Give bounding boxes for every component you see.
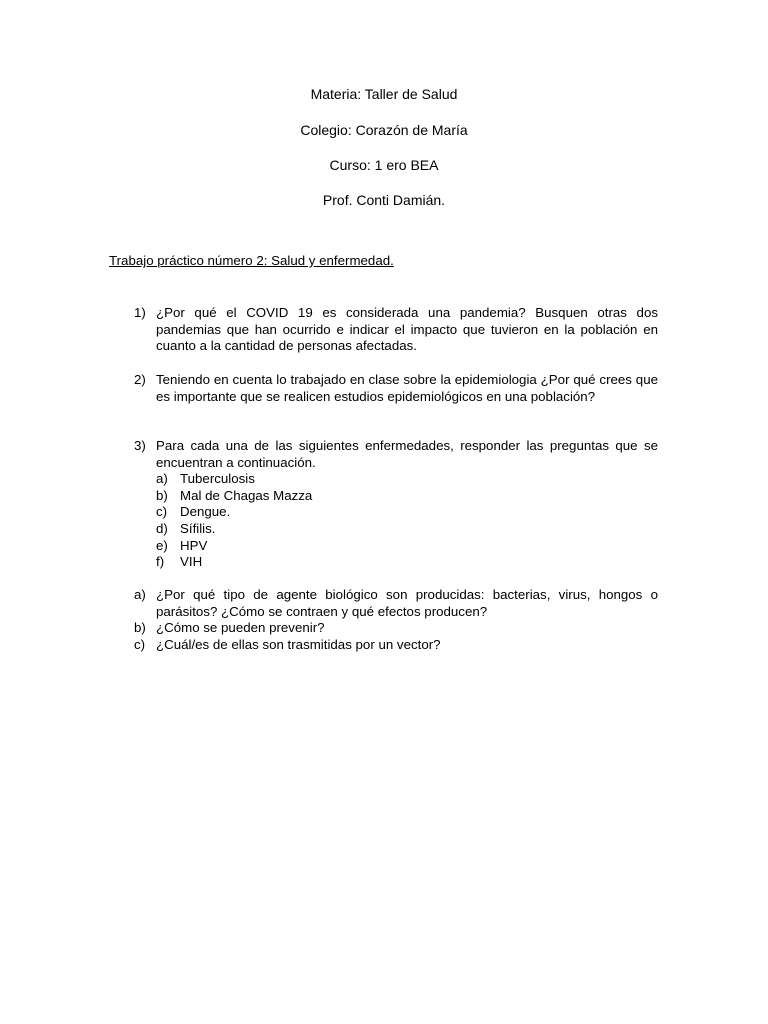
disease-label: Sífilis.	[180, 520, 216, 536]
question-text: ¿Por qué el COVID 19 es considerada una pandemia? Busquen otras dos pandemias que han ocurrido e indicar el impacto que tuvieron en la población en cuanto a la cantidad de personas afectadas.	[156, 305, 658, 354]
follow-up-item	[134, 587, 658, 620]
disease-item	[156, 488, 658, 505]
follow-up-text: ¿Cuál/es de ellas son trasmitidas por un vector?	[156, 636, 441, 652]
question-text: Teniendo en cuenta lo trabajado en clase sobre la epidemiologia ¿Por qué crees que es importante que se realicen estudios epidemiológicos en una población?	[156, 372, 658, 404]
disease-item	[156, 554, 658, 571]
disease-list	[156, 471, 658, 571]
subject-line: Materia: Taller de Salud	[310, 86, 458, 102]
disease-label: Mal de Chagas Mazza	[180, 487, 313, 503]
list-marker: f)	[156, 554, 165, 570]
disease-label: HPV	[180, 537, 208, 553]
question-marker: 1)	[134, 305, 146, 320]
list-marker: b)	[156, 487, 168, 503]
question-marker: 3)	[134, 438, 146, 453]
follow-up-item	[134, 620, 658, 637]
list-marker: d)	[156, 520, 168, 536]
list-marker: c)	[134, 636, 146, 652]
disease-item	[156, 538, 658, 555]
assignment-title: Trabajo práctico número 2: Salud y enfermedad.	[109, 253, 394, 268]
question-2	[134, 372, 658, 405]
list-marker: e)	[156, 537, 168, 553]
follow-up-questions	[134, 587, 658, 653]
disease-label: Tuberculosis	[180, 471, 255, 487]
disease-item	[156, 504, 658, 521]
course-line: Curso: 1 ero BEA	[329, 157, 439, 173]
follow-up-item	[134, 637, 658, 654]
follow-up-text: ¿Cómo se pueden prevenir?	[156, 620, 325, 636]
list-marker: a)	[134, 587, 146, 602]
question-text: Para cada una de las siguientes enfermedades, responder las preguntas que se encuentran a continuación.	[156, 438, 658, 470]
list-marker: b)	[134, 620, 146, 636]
disease-item	[156, 521, 658, 538]
disease-item	[156, 471, 658, 488]
school-line: Colegio: Corazón de María	[300, 122, 468, 138]
question-1	[134, 305, 658, 355]
question-marker: 2)	[134, 372, 146, 387]
question-3	[134, 438, 658, 571]
disease-label: VIH	[180, 554, 203, 570]
teacher-line: Prof. Conti Damián.	[322, 192, 446, 208]
disease-label: Dengue.	[180, 504, 231, 520]
list-marker: a)	[156, 471, 168, 487]
follow-up-text: ¿Por qué tipo de agente biológico son producidas: bacterias, virus, hongos o parásitos? ¿Cómo se contraen y qué efectos producen?	[156, 587, 658, 619]
list-marker: c)	[156, 504, 168, 520]
